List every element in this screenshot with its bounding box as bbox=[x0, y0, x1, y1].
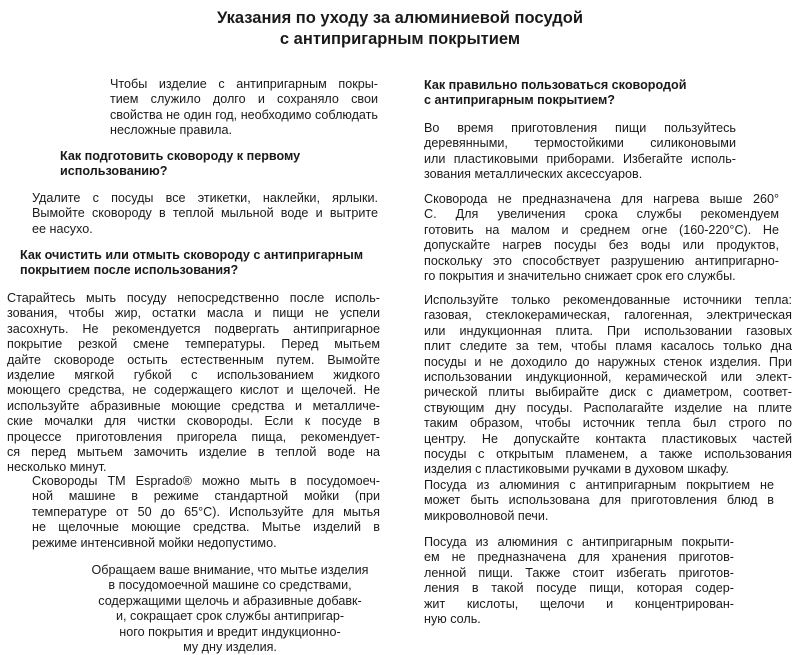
text-line: Как правильно пользоваться сковородой bbox=[424, 78, 687, 92]
text-line: Используйте только рекомендованные источники тепла: bbox=[424, 293, 792, 307]
text-line: готовить на малом и среднем огне (160-220°С). Не bbox=[424, 222, 779, 237]
text-line: ся перед мытьем замочить изделие в теплой воде на bbox=[7, 445, 380, 460]
text-line: рической плиты выбирайте диск с диаметром, соответ- bbox=[424, 385, 792, 400]
text-line: режиме интенсивной мойки недопустимо. bbox=[32, 535, 277, 550]
text-line: поскольку это способствует разрушению антипригарно- bbox=[424, 253, 779, 268]
text-line: ного покрытия и вредит индукционно- bbox=[119, 624, 341, 639]
text-line: таким образом, чтобы источник тепла был строго по bbox=[424, 416, 792, 431]
temperature-paragraph bbox=[424, 192, 779, 284]
text-line: Во время приготовления пищи пользуйтесь bbox=[424, 121, 736, 135]
text-line: процессе приготовления пригорела пища, рекомендует- bbox=[7, 429, 380, 444]
text-line: Сковорода не предназначена для нагрева выше 260° bbox=[424, 192, 779, 206]
intro-paragraph bbox=[110, 77, 378, 139]
text-line: ствующим дну посуды. Располагайте изделие на плите bbox=[424, 400, 792, 415]
text-line: ее насухо. bbox=[32, 221, 93, 236]
text-line: свойства не один год, необходимо соблюдать bbox=[110, 107, 378, 122]
text-line: ленной пищи. Также стоит избегать приготов- bbox=[424, 565, 734, 580]
text-line: температуре от 50 до 65°C). Используйте для мытья bbox=[32, 504, 380, 519]
text-line: Чтобы изделие с антипригарным покры- bbox=[110, 77, 378, 91]
text-line: центру. Не допускайте контакта пластиковых частей bbox=[424, 431, 792, 446]
text-line: покрытием после использования? bbox=[20, 263, 239, 278]
text-line: Сковороды TM Esprado® можно мыть в посудомоеч- bbox=[32, 474, 380, 488]
text-line: использовании индукционной, керамической или элект- bbox=[424, 370, 792, 385]
heading-usage bbox=[424, 78, 724, 109]
text-line: зования, чтобы жир, остатки масла и пищи не успели bbox=[7, 306, 380, 321]
text-line: ления в такой посуде пищи, которая содер- bbox=[424, 581, 734, 596]
heat-sources-paragraph bbox=[424, 293, 792, 478]
text-line: тием служило долго и сохраняло свои bbox=[110, 92, 378, 107]
text-line: может быть использована для приготовления блюд в bbox=[424, 493, 774, 508]
text-line: Обращаем ваше внимание, что мытье изделия bbox=[91, 563, 369, 577]
text-line: деревянными, термостойкими силиконовыми bbox=[424, 136, 736, 151]
text-line: содержащими щелочь и абразивные добавк- bbox=[98, 593, 362, 608]
text-line: ную соль. bbox=[424, 612, 481, 627]
text-line: го покрытия и значительно снижает срок его службы. bbox=[424, 269, 736, 284]
text-line: используйте абразивные моющие средства и металличе- bbox=[7, 398, 380, 413]
text-line: посуды и не доходило до наружных стенок изделия. При bbox=[424, 354, 792, 369]
text-line: С. Для увеличения срока службы рекомендуем bbox=[424, 207, 779, 222]
document-title bbox=[0, 8, 800, 50]
text-line: не щелочные моющие средства. Мытье изделий в bbox=[32, 520, 380, 535]
text-line: посуды с открытым пламенем, а также использования bbox=[424, 447, 792, 462]
text-line: Как подготовить сковороду к первому bbox=[60, 149, 301, 163]
cleaning-paragraph bbox=[7, 291, 380, 476]
first-use-paragraph bbox=[32, 191, 378, 237]
text-line: Посуда из алюминия с антипригарным покрыти- bbox=[424, 535, 734, 549]
text-line: Посуда из алюминия с антипригарным покрытием не bbox=[424, 478, 774, 492]
storage-paragraph bbox=[424, 535, 734, 627]
text-line: или пластиковыми приборами. Избегайте исполь- bbox=[424, 151, 736, 166]
text-line: му дну изделия. bbox=[183, 640, 277, 655]
text-line: засохнуть. Не рекомендуется подвергать антипригарное bbox=[7, 321, 380, 336]
text-line: плит следите за тем, чтобы пламя касалось только дна bbox=[424, 339, 792, 354]
utensils-paragraph bbox=[424, 121, 736, 183]
text-line: изделия с пластиковыми ручками в духовом шкафу. bbox=[424, 462, 729, 477]
text-line: Удалите с посуды все этикетки, наклейки, ярлыки. bbox=[32, 191, 378, 205]
text-line: газовая, стеклокерамическая, галогенная, электрическая bbox=[424, 308, 792, 323]
text-line: и, сокращает срок службы антипригар- bbox=[115, 609, 345, 624]
text-line: микроволновой печи. bbox=[424, 508, 549, 523]
text-line: ной машине в режиме стандартной мойки (при bbox=[32, 489, 380, 504]
text-line: моющего средства, не содержащего кислот и щелочей. Не bbox=[7, 383, 380, 398]
dishwasher-paragraph bbox=[32, 474, 380, 551]
text-line: зования металлических аксессуаров. bbox=[424, 167, 643, 182]
dishwasher-warning-paragraph bbox=[80, 563, 380, 655]
microwave-paragraph bbox=[424, 478, 774, 524]
text-line: Старайтесь мыть посуду непосредственно после исполь- bbox=[7, 291, 380, 305]
title-line-2: с антипригарным покрытием bbox=[279, 30, 521, 48]
heading-first-use bbox=[60, 149, 360, 180]
text-line: несколько минут. bbox=[7, 460, 107, 475]
text-line: дайте сковороде остыть естественным путем. Вымойте bbox=[7, 352, 380, 367]
text-line: Вымойте сковороду в теплой мыльной воде и вытрите bbox=[32, 206, 378, 221]
text-line: несложные правила. bbox=[110, 123, 232, 138]
text-line: допускайте нагрев посуды без воды или продуктов, bbox=[424, 238, 779, 253]
text-line: с антипригарным покрытием? bbox=[424, 93, 615, 108]
text-line: изделие мягкой губкой с использованием жидкого bbox=[7, 368, 380, 383]
text-line: ские мочалки для чистки сковороды. Если к посуде в bbox=[7, 414, 380, 429]
text-line: жит кислоты, щелочи и концентрирован- bbox=[424, 596, 734, 611]
text-line: использованию? bbox=[60, 164, 168, 179]
title-line-1: Указания по уходу за алюминиевой посудой bbox=[217, 9, 583, 27]
text-line: в посудомоечной машине со средствами, bbox=[108, 578, 352, 593]
text-line: или индукционная плита. При использовании газовых bbox=[424, 323, 792, 338]
text-line: ем не предназначена для хранения приготов- bbox=[424, 550, 734, 565]
heading-cleaning bbox=[20, 248, 390, 279]
text-line: Как очистить или отмыть сковороду с антипригарным bbox=[20, 248, 364, 262]
text-line: покрытие резкой смене температуры. Перед мытьем bbox=[7, 337, 380, 352]
